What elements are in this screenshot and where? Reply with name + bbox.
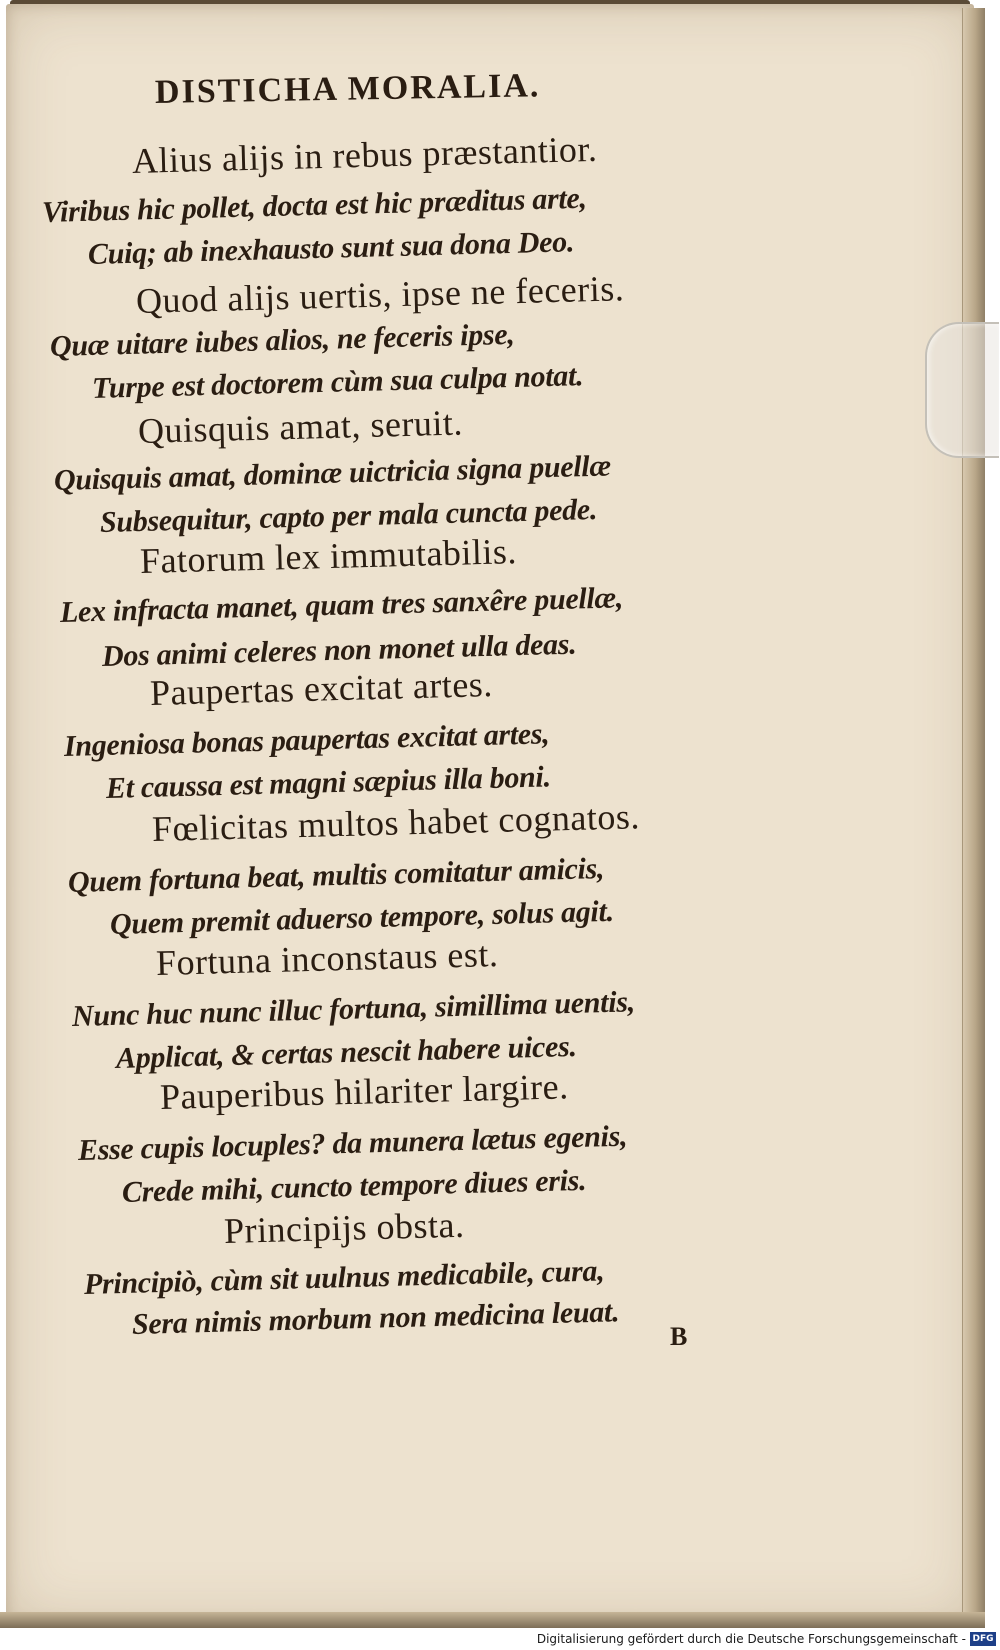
verse-line: Lex infracta manet, quam tres sanxêre puellæ, [59, 581, 624, 629]
catchword: B [670, 1322, 688, 1351]
verse-line: Subsequitur, capto per mala cuncta pede. [99, 492, 598, 539]
verse-line: Sera nimis morbum non medicina leuat. [131, 1295, 620, 1341]
entry-heading: Quod alijs uertis, ipse ne feceris. [135, 268, 625, 321]
verse-line: Principiò, cùm sit uulnus medicabile, cura, [83, 1254, 605, 1301]
entry-heading: Paupertas excitat artes. [149, 664, 494, 713]
verse-line: Nunc huc nunc illuc fortuna, simillima uentis, [71, 985, 636, 1033]
verse-line: Et caussa est magni sæpius illa boni. [105, 760, 552, 805]
verse-line: Dos animi celeres non monet ulla deas. [101, 627, 577, 673]
verse-line: Quisquis amat, dominæ uictricia signa puellæ [53, 449, 612, 497]
entry-heading: Fatorum lex immutabilis. [139, 531, 518, 581]
dfg-logo-badge: DFG [970, 1632, 996, 1646]
entry-heading: Pauperibus hilariter largire. [159, 1066, 570, 1117]
funding-credit: Digitalisierung gefördert durch die Deutsche Forschungsgemeinschaft - [536, 1632, 966, 1646]
verse-line: Quæ uitare iubes alios, ne feceris ipse, [49, 317, 515, 363]
page-right-edge [962, 8, 985, 1620]
entry-heading: Fortuna inconstaus est. [155, 934, 499, 983]
entry-heading: Quisquis amat, seruit. [137, 402, 464, 451]
entry-heading: Principijs obsta. [223, 1204, 465, 1251]
verse-line: Quem fortuna beat, multis comitatur amicis, [67, 851, 605, 899]
page-tab-marker [925, 322, 999, 458]
running-head: DISTICHA MORALIA. [154, 67, 541, 111]
verse-line: Applicat, & certas nescit habere uices. [115, 1029, 578, 1075]
page-bottom-edge [0, 1612, 985, 1628]
verse-line: Quem premit aduerso tempore, solus agit. [109, 894, 615, 941]
verse-line: Ingeniosa bonas paupertas excitat artes, [63, 717, 550, 763]
verse-line: Cuiq; ab inexhausto sunt sua dona Deo. [87, 225, 575, 271]
entry-heading: Fœlicitas multos habet cognatos. [151, 796, 641, 849]
verse-line: Crede mihi, cuncto tempore diues eris. [121, 1163, 587, 1209]
verse-line: Viribus hic pollet, docta est hic præditus arte, [41, 181, 588, 229]
verse-line: Esse cupis locuples? da munera lætus egenis, [77, 1119, 628, 1167]
entry-heading: Alius alijs in rebus præstantior. [131, 128, 598, 181]
verse-line: Turpe est doctorem cùm sua culpa notat. [91, 359, 584, 405]
